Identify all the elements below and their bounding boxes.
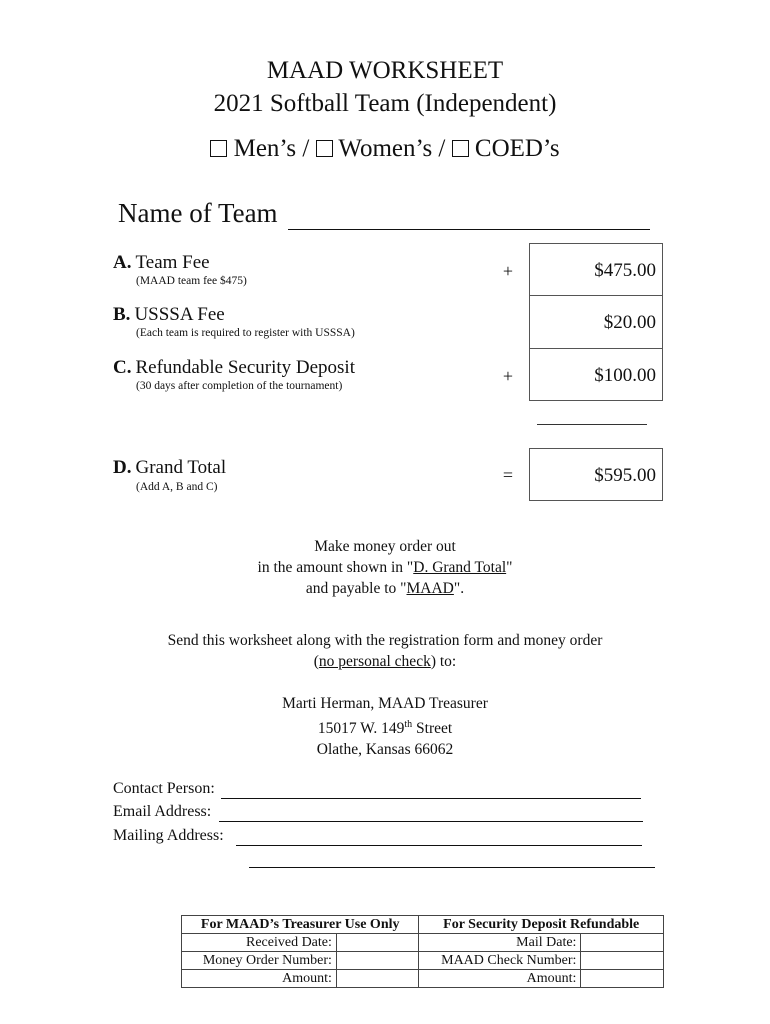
item-b-amount: $20.00 [529,295,663,349]
treasurer-amount-label: Amount: [182,970,337,988]
item-a-note: (MAAD team fee $475) [136,275,247,287]
payment-instructions [0,536,770,599]
payee-reference: MAAD [406,580,454,597]
maad-check-number-label: MAAD Check Number: [419,952,581,970]
item-d-operator: = [502,465,514,485]
team-name-field[interactable] [288,198,650,230]
payment-line-1: Make money order out [314,538,456,555]
sum-divider [537,424,647,425]
street-suffix: Street [412,720,453,738]
contact-person-label: Contact Person: [113,780,215,797]
item-b-letter: B. [113,304,131,325]
item-d-letter: D. [113,457,132,478]
mail-date-label: Mail Date: [419,934,581,952]
mens-checkbox[interactable] [210,140,227,157]
item-a [113,252,210,274]
no-personal-check: no personal check [318,653,431,670]
item-a-amount: $475.00 [529,243,663,296]
team-name-label: Name of Team [118,198,278,228]
send-instructions [0,630,770,672]
send-line-2-post: ) to: [430,653,457,670]
item-c-letter: C. [113,357,132,378]
item-c-note: (30 days after completion of the tournament) [136,380,343,392]
email-address-row [113,803,643,822]
mailing-address-field-line-2[interactable] [249,867,655,868]
item-a-letter: A. [113,252,132,273]
item-a-name: Team Fee [135,252,210,273]
item-a-operator: + [502,261,514,281]
team-type-options [0,134,770,164]
street-number: 15017 W. 149 [317,720,405,738]
grand-total-reference: D. Grand Total [413,559,507,576]
mail-date-cell[interactable] [581,934,664,952]
refund-amount-label: Amount: [419,970,581,988]
payment-line-2-pre: in the amount shown in " [257,559,414,576]
city-state-zip: Olathe, Kansas 66062 [316,741,454,759]
treasurer-use-header: For MAAD’s Treasurer Use Only [182,916,419,934]
mailing-address-row [113,827,642,846]
security-deposit-header: For Security Deposit Refundable [419,916,664,934]
contact-person-row [113,780,641,799]
street-address [0,714,770,739]
send-line-2-pre: ( [313,653,319,670]
payment-line-3-post: ". [453,580,465,597]
coed-option-label: COED’s [474,135,560,162]
team-name-row [118,198,650,230]
coed-checkbox[interactable] [452,140,469,157]
item-b-name: USSSA Fee [134,304,225,325]
payment-line-2 [0,557,770,578]
payment-line-3-pre: and payable to " [305,580,407,597]
send-line-2 [0,651,770,672]
maad-check-number-cell[interactable] [581,952,664,970]
item-d-name: Grand Total [135,457,227,478]
office-use-table [181,915,664,988]
received-date-label: Received Date: [182,934,337,952]
payment-line-2-post: " [506,559,513,576]
money-order-number-cell[interactable] [336,952,419,970]
mailing-address-block [0,693,770,760]
grand-total-amount: $595.00 [529,448,663,501]
mailing-address-label: Mailing Address: [113,827,224,844]
womens-option-label: Women’s / [338,135,446,162]
treasurer-amount-cell[interactable] [336,970,419,988]
payment-line-3 [0,578,770,599]
email-address-label: Email Address: [113,803,212,820]
item-d [113,457,226,479]
worksheet-title: MAAD WORKSHEET [266,57,504,84]
item-c-name: Refundable Security Deposit [135,357,355,378]
worksheet-subtitle: 2021 Softball Team (Independent) [213,90,557,117]
mailing-address-field[interactable] [236,827,642,846]
email-address-field[interactable] [219,803,643,822]
mens-option-label: Men’s / [233,135,310,162]
street-ordinal: th [404,719,413,730]
treasurer-name: Marti Herman, MAAD Treasurer [282,695,488,712]
received-date-cell[interactable] [336,934,419,952]
item-c-amount: $100.00 [529,348,663,401]
item-b [113,304,225,326]
send-line-1: Send this worksheet along with the registration form and money order [167,632,603,649]
item-d-note: (Add A, B and C) [136,481,218,493]
contact-person-field[interactable] [221,780,641,799]
money-order-number-label: Money Order Number: [182,952,337,970]
refund-amount-cell[interactable] [581,970,664,988]
item-c [113,357,355,379]
item-b-note: (Each team is required to register with USSSA) [136,327,355,339]
item-c-operator: + [502,366,514,386]
womens-checkbox[interactable] [316,140,333,157]
